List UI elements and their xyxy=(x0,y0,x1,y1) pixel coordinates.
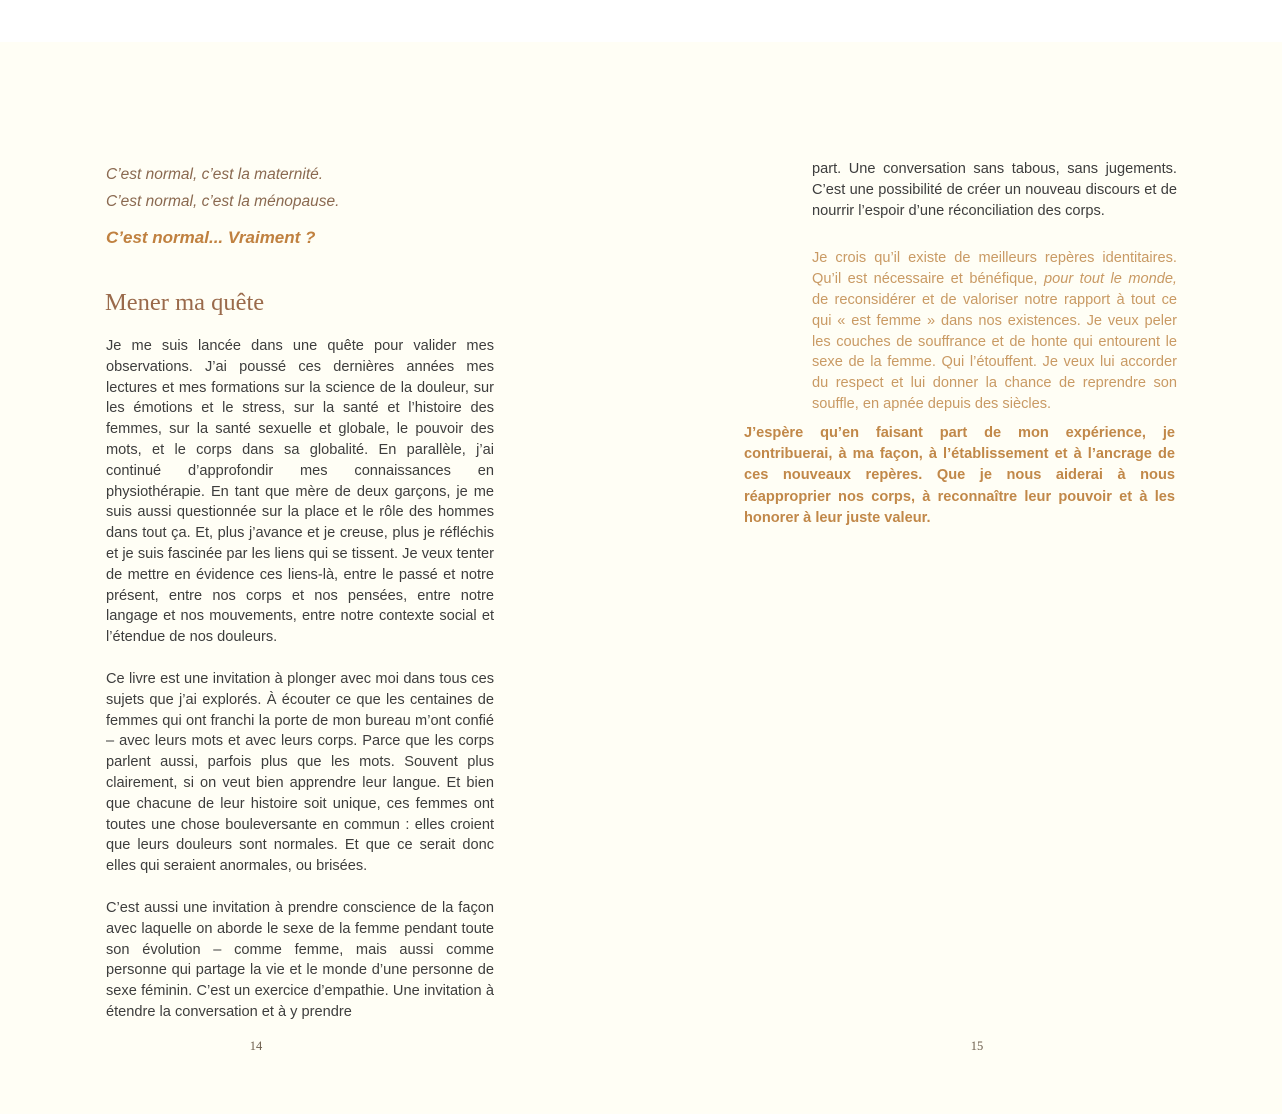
page-spread xyxy=(0,42,1282,1114)
emphasis-paragraph: J’espère qu’en faisant part de mon expérience, je contribuerai, à ma façon, à l’établissement et à l’ancrage de ces nouveaux repères. Que je nous aiderai à nous réapproprier nos corps, à reconnaître leur pouvoir et à les honorer à leur juste valeur. xyxy=(744,425,1175,526)
accent-paragraph-italic-phrase: pour tout le monde, xyxy=(1043,271,1177,288)
accent-paragraph-text: de reconsidérer et de valoriser notre rapport à tout ce qui « est femme » dans nos existences. Je veux peler les couches de souffrance et de honte qui entourent le sexe de la femme. Qui l’étouffent. Je veux lui accorder du respect et lui donner la chance de reprendre son souffle, en apnée depuis des siècles. xyxy=(812,291,1177,412)
section-heading: Mener ma quête xyxy=(105,289,265,316)
body-paragraph: C’est aussi une invitation à prendre conscience de la façon avec laquelle on aborde le sexe de la femme pendant toute son évolution – comme femme, mais aussi comme personne qui partage la vie et le monde d’une personne de sexe féminin. C’est un exercice d’empathie. Une invitation à étendre la conversation et à y prendre xyxy=(106,899,494,1020)
accent-paragraph-text: Je crois qu’il existe de meilleurs repères identitaires. Qu’il est nécessaire et bénéfique, xyxy=(812,250,1177,288)
accent-paragraph xyxy=(812,248,1177,414)
right-body-text xyxy=(812,159,1177,436)
body-paragraph: Je me suis lancée dans une quête pour valider mes observations. J’ai poussé ces dernières années mes lectures et mes formations sur la science de la douleur, sur les émotions et le stress, sur la santé et l’histoire des femmes, sur la santé sexuelle et globale, le pouvoir des mots, et le corps dans sa globalité. En parallèle, j’ai continué d’approfondir mes connaissances en physiothérapie. En tant que mère de deux garçons, je me suis aussi questionnée sur la place et le rôle des hommes dans tout ça. Et, plus j’avance et je creuse, plus je réfléchis et je suis fascinée par les liens qui se tissent. Je veux tenter de mettre en évidence ces liens-là, entre le passé et notre présent, entre nos corps et nos pensées, entre notre langage et nos mouvements, entre notre contexte social et l’étendue de nos douleurs. xyxy=(106,338,494,646)
right-page xyxy=(0,42,1282,1114)
epigraph-line: C’est normal, c’est la ménopause. xyxy=(106,193,340,210)
page-number-right: 15 xyxy=(970,1039,984,1053)
body-paragraph: part. Une conversation sans tabous, sans jugements. C’est une possibilité de créer un nouveau discours et de nourrir l’espoir d’une réconciliation des corps. xyxy=(812,161,1177,219)
epigraph-question: C’est normal... Vraiment ? xyxy=(106,228,316,247)
body-paragraph: Ce livre est une invitation à plonger avec moi dans tous ces sujets que j’ai explorés. À écouter ce que les centaines de femmes qui ont franchi la porte de mon bureau m’ont confié – avec leurs mots et avec leurs corps. Parce que les corps parlent aussi, parfois plus que les mots. Souvent plus clairement, si on veut bien apprendre leur langue. Et bien que chacune de leur histoire soit unique, ces femmes ont toutes une chose bouleversante en commun : elles croient que leurs douleurs sont normales. Et que ce serait donc elles qui seraient anormales, ou brisées. xyxy=(106,670,494,875)
epigraph-line: C’est normal, c’est la maternité. xyxy=(106,166,324,183)
page-number-left: 14 xyxy=(249,1039,263,1053)
